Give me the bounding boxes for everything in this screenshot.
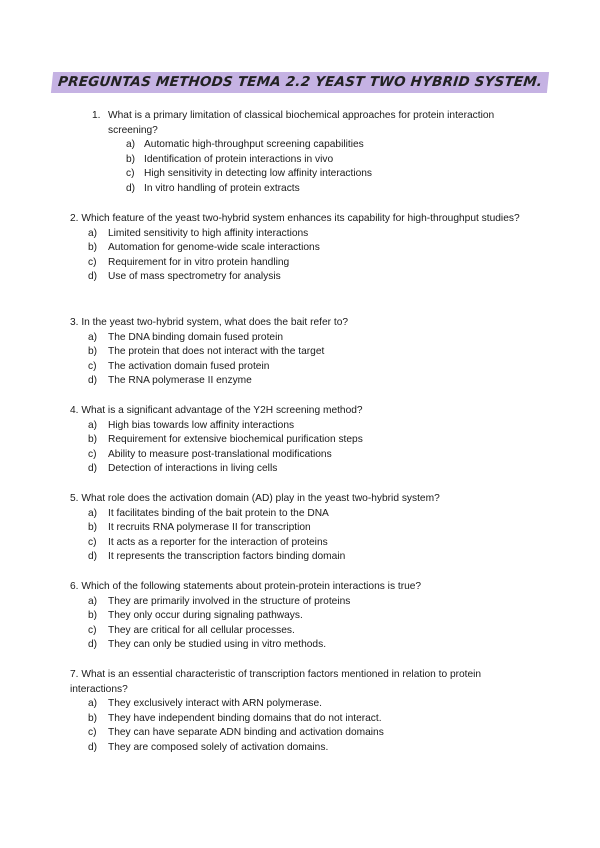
option-text: High sensitivity in detecting low affinity interactions [144,168,373,180]
option-text: They exclusively interact with ARN polymerase. [108,698,323,710]
option-c [70,256,540,271]
question-text: 2. Which feature of the yeast two-hybrid system enhances its capability for high-throughput studies? [70,213,520,224]
option-letter: d) [88,463,98,475]
options-list [70,507,540,565]
option-letter: d) [88,741,98,753]
option-letter: d) [88,639,98,651]
option-text: They can have separate ADN binding and activation domains [108,727,384,739]
question-text: What is a primary limitation of classical biochemical approaches for protein interaction screening? [108,110,495,136]
option-letter: d) [88,375,98,387]
option-a [70,419,540,434]
option-text: Automatic high-throughput screening capabilities [144,139,364,151]
option-text: In vitro handling of protein extracts [144,182,300,194]
title-container [0,72,600,93]
option-b [70,241,540,256]
option-b [70,609,540,624]
option-text: The DNA binding domain fused protein [108,331,283,343]
option-letter: b) [88,522,98,534]
option-letter: c) [88,536,97,548]
question-2 [70,212,540,285]
option-text: High bias towards low affinity interactions [108,419,295,431]
option-letter: b) [88,346,98,358]
option-b [70,712,540,727]
options-list [70,595,540,653]
option-text: Ability to measure post-translational modifications [108,448,332,460]
option-a [70,331,540,346]
option-letter: c) [88,624,97,636]
option-letter: b) [126,153,136,165]
option-letter: a) [88,595,98,607]
option-letter: c) [88,448,97,460]
option-letter: b) [88,242,98,254]
option-text: It acts as a reporter for the interaction of proteins [108,536,328,548]
option-text: The RNA polymerase II enzyme [108,375,252,387]
option-text: Automation for genome-wide scale interactions [108,242,320,254]
question-1 [92,109,532,197]
option-letter: d) [126,182,136,194]
option-text: It represents the transcription factors binding domain [108,551,346,563]
option-letter: c) [88,727,97,739]
option-letter: a) [88,698,98,710]
option-letter: c) [126,168,135,180]
option-a [70,507,540,522]
option-b [70,433,540,448]
question-text: 5. What role does the activation domain (AD) play in the yeast two-hybrid system? [70,493,440,504]
option-c [92,167,532,182]
option-d [70,741,540,756]
question-number: 1. [92,110,101,121]
question-stem [92,109,532,138]
option-text: It recruits RNA polymerase II for transcription [108,522,311,534]
question-3 [70,316,540,389]
option-letter: d) [88,551,98,563]
option-text: Identification of protein interactions in vivo [144,153,334,165]
option-letter: a) [88,331,98,343]
question-text: 3. In the yeast two-hybrid system, what does the bait refer to? [70,317,349,328]
option-text: They are critical for all cellular processes. [108,624,295,636]
option-text: They can only be studied using in vitro methods. [108,639,327,651]
question-5 [70,492,540,565]
option-letter: d) [88,271,98,283]
option-text: The protein that does not interact with the target [108,346,325,358]
option-c [70,726,540,741]
option-letter: b) [88,434,98,446]
question-text: 6. Which of the following statements about protein-protein interactions is true? [70,581,422,592]
option-text: Requirement for in vitro protein handling [108,256,290,268]
option-d [70,270,540,285]
option-a [70,697,540,712]
option-c [70,448,540,463]
option-text: Requirement for extensive biochemical purification steps [108,434,363,446]
options-list [70,419,540,477]
option-a [70,595,540,610]
option-letter: c) [88,360,97,372]
option-b [92,153,532,168]
options-list [70,697,540,755]
options-list [70,227,540,285]
option-a [70,227,540,242]
option-text: Limited sensitivity to high affinity interactions [108,227,309,239]
option-letter: a) [88,227,98,239]
option-b [70,345,540,360]
option-letter: b) [88,610,98,622]
question-text: 7. What is an essential characteristic of transcription factors mentioned in relation to protein interactions? [70,669,482,695]
option-d [70,462,540,477]
option-c [70,360,540,375]
question-7 [70,668,540,756]
option-d [70,550,540,565]
option-text: It facilitates binding of the bait protein to the DNA [108,507,329,519]
option-text: The activation domain fused protein [108,360,270,372]
question-text: 4. What is a significant advantage of the Y2H screening method? [70,405,363,416]
option-letter: a) [126,139,136,151]
option-c [70,624,540,639]
option-letter: c) [88,256,97,268]
option-text: They are primarily involved in the structure of proteins [108,595,351,607]
options-list [70,331,540,389]
option-text: Detection of interactions in living cells [108,463,278,475]
question-6 [70,580,540,653]
options-list [92,138,532,196]
option-c [70,536,540,551]
option-text: They are composed solely of activation domains. [108,741,329,753]
page-title: PREGUNTAS METHODS TEMA 2.2 YEAST TWO HYBRID SYSTEM. [51,72,549,93]
option-a [92,138,532,153]
option-text: They have independent binding domains that do not interact. [108,712,382,724]
option-letter: a) [88,419,98,431]
option-b [70,521,540,536]
option-text: Use of mass spectrometry for analysis [108,271,281,283]
option-text: They only occur during signaling pathways. [108,610,303,622]
option-d [70,638,540,653]
option-d [70,374,540,389]
option-d [92,182,532,197]
option-letter: b) [88,712,98,724]
option-letter: a) [88,507,98,519]
question-4 [70,404,540,477]
